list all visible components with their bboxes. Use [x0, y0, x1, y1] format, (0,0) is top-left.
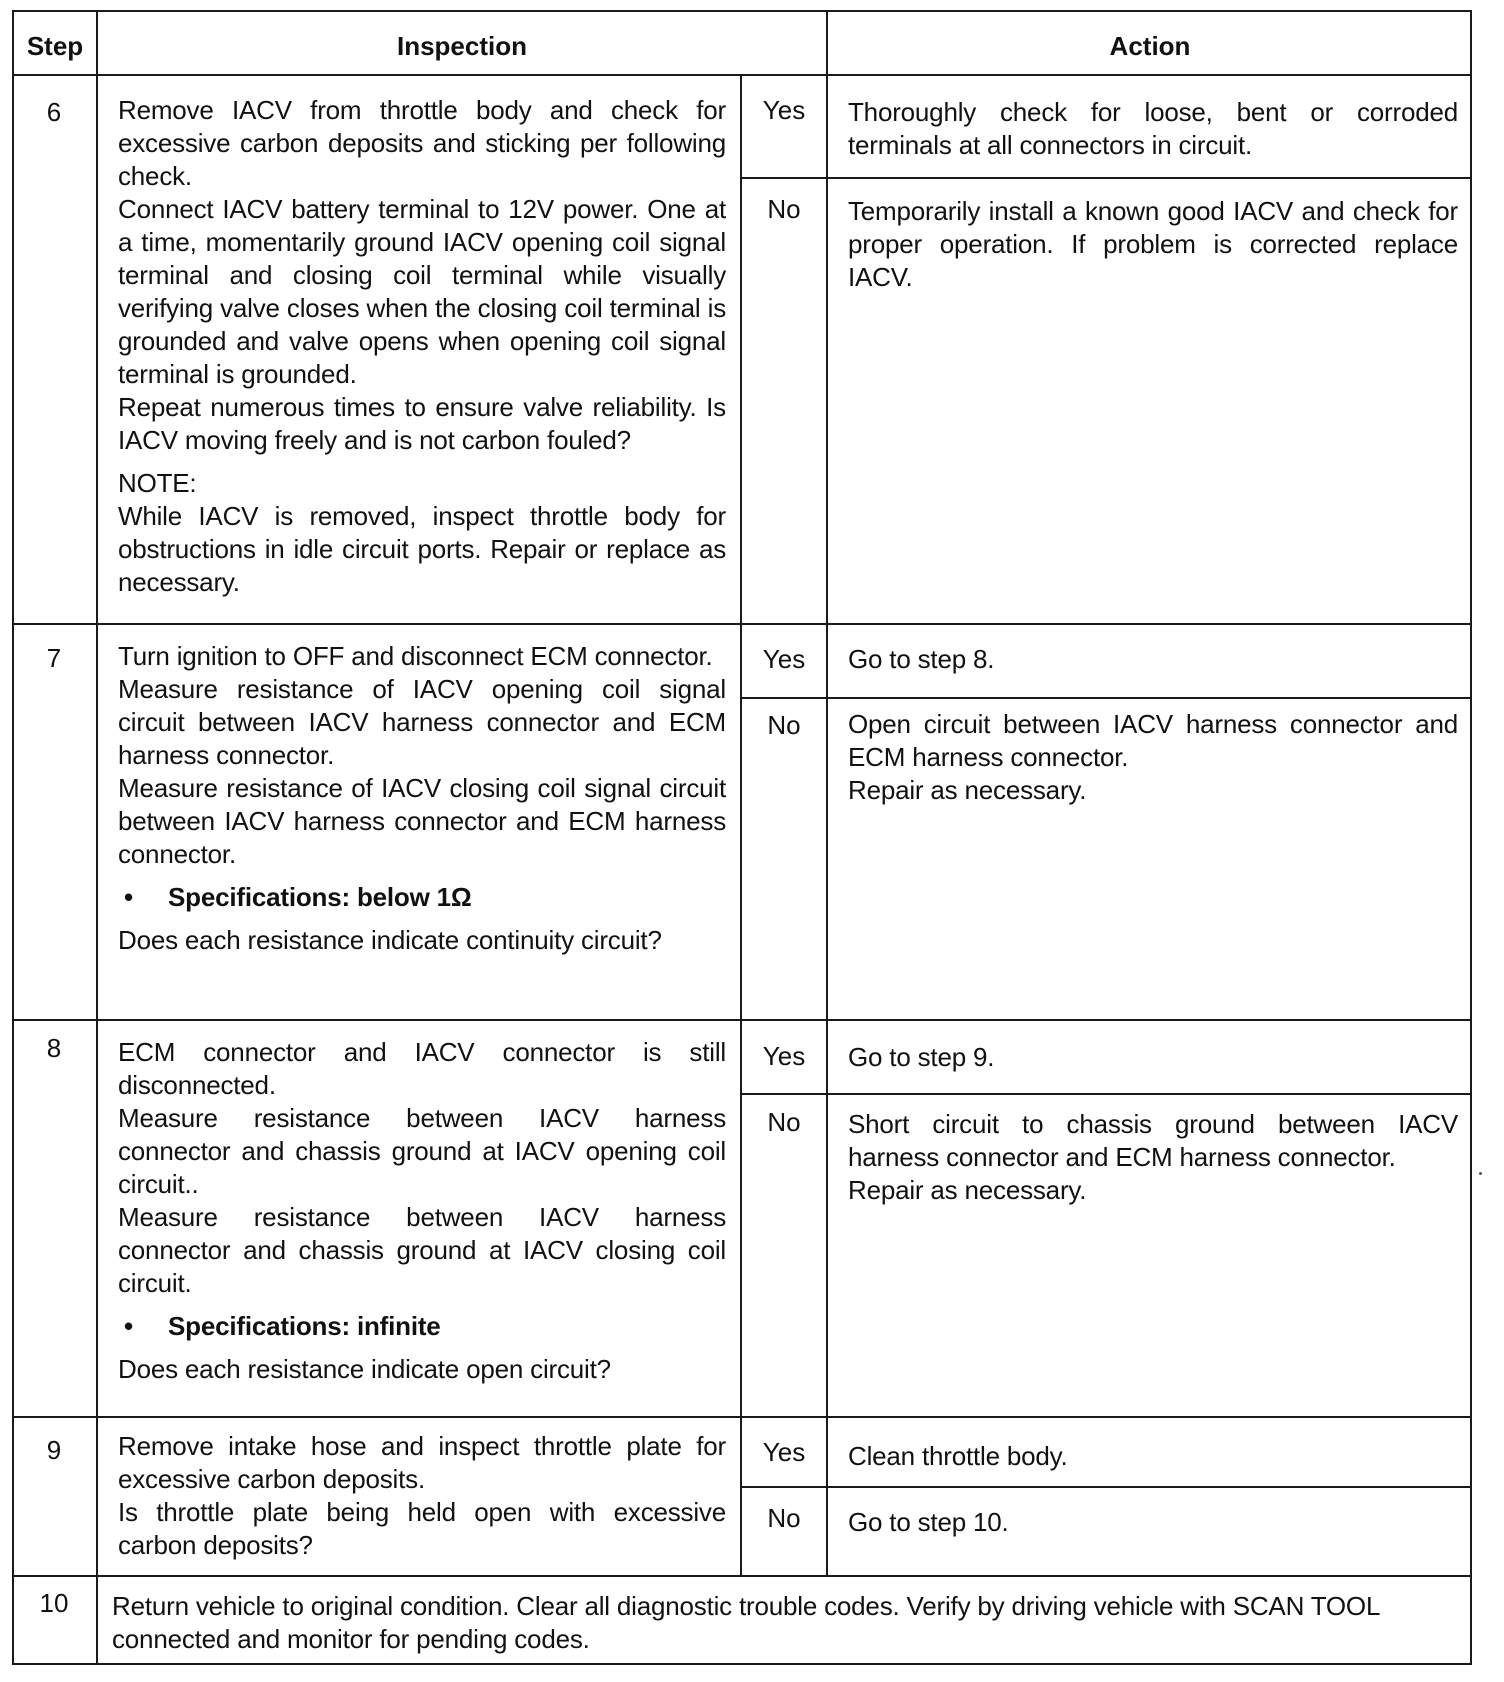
inspection-paragraph: Measure resistance between IACV harness connector and chassis ground at IACV closing coil circuit.: [118, 1202, 726, 1298]
inspection-paragraph: Remove IACV from throttle body and check for excessive carbon deposits and sticking per following check.: [118, 95, 726, 191]
action-line: Thoroughly check for loose, bent or corroded terminals at all connectors in circuit.: [848, 97, 1458, 160]
inspection-text: [118, 640, 726, 957]
no-label: No: [767, 710, 801, 740]
no-label: No: [767, 1107, 801, 1137]
row-7-bottom: [12, 1019, 1472, 1021]
step-number: 10: [39, 1588, 69, 1618]
action-line: Go to step 8.: [848, 644, 995, 674]
yes-label: Yes: [762, 1041, 806, 1071]
step-column-divider: [96, 10, 98, 1665]
action-column-divider: [826, 10, 828, 1576]
action-line: Repair as necessary.: [848, 1175, 1087, 1205]
inspection-paragraph: ECM connector and IACV connector is still disconnected.: [118, 1037, 726, 1100]
row-7-yes-no-divider: [740, 697, 1472, 699]
specification-text: Specifications: infinite: [168, 1311, 441, 1341]
inspection-text: [118, 1036, 726, 1386]
row-9-bottom: [12, 1575, 1472, 1577]
no-action: [848, 1506, 1458, 1539]
row-8-bottom: [12, 1416, 1472, 1418]
inspection-paragraph: Turn ignition to OFF and disconnect ECM connector.: [118, 641, 713, 671]
yes-label: Yes: [762, 95, 806, 125]
inspection-text: [118, 1430, 726, 1562]
no-label: No: [767, 194, 801, 224]
header-inspection: Inspection: [396, 31, 527, 61]
yes-action: [848, 1041, 1458, 1074]
yes-action: [848, 643, 1458, 676]
row-6-bottom: [12, 623, 1472, 625]
action-line: Clean throttle body.: [848, 1441, 1068, 1471]
header-divider: [12, 74, 1472, 76]
yes-label: Yes: [762, 1437, 806, 1467]
inspection-text: [118, 94, 726, 599]
inspection-paragraph: Repeat numerous times to ensure valve reliability. Is IACV moving freely and is not carbon fouled?: [118, 392, 726, 455]
inspection-paragraph: Measure resistance of IACV opening coil signal circuit between IACV harness connector and ECM harness connector.: [118, 674, 726, 770]
action-line: Open circuit between IACV harness connector and ECM harness connector.: [848, 709, 1458, 772]
inspection-paragraph: Remove intake hose and inspect throttle plate for excessive carbon deposits.: [118, 1431, 726, 1494]
final-step-text: Return vehicle to original condition. Clear all diagnostic trouble codes. Verify by driving vehicle with SCAN TOOL connected and monitor for pending codes.: [112, 1591, 1380, 1654]
step-number: 8: [46, 1033, 62, 1063]
action-line: Temporarily install a known good IACV and check for proper operation. If problem is corrected replace IACV.: [848, 196, 1458, 292]
note-label: NOTE:: [118, 468, 197, 498]
step-number: 6: [46, 97, 62, 127]
step-number: 7: [46, 643, 62, 673]
inspection-paragraph: Is throttle plate being held open with excessive carbon deposits?: [118, 1497, 726, 1560]
row-6-yes-no-divider: [740, 177, 1472, 179]
action-line: Repair as necessary.: [848, 775, 1087, 805]
specification-item: [118, 881, 726, 914]
specification-item: [118, 1310, 726, 1343]
note-text: While IACV is removed, inspect throttle body for obstructions in idle circuit ports. Repair or replace as necessary.: [118, 501, 726, 597]
inspection-paragraph: Connect IACV battery terminal to 12V power. One at a time, momentarily ground IACV opening coil signal terminal and closing coil terminal while visually verifying valve closes when the closing coil terminal is grounded and valve opens when opening coil signal terminal is grounded.: [118, 194, 726, 389]
inspection-question: Does each resistance indicate continuity circuit?: [118, 925, 662, 955]
row-9-yes-no-divider: [740, 1486, 1472, 1488]
bullet-icon: •: [124, 882, 133, 912]
action-line: Go to step 9.: [848, 1042, 995, 1072]
row-8-yes-no-divider: [740, 1093, 1472, 1095]
inspection-question: Does each resistance indicate open circuit?: [118, 1354, 611, 1384]
inspection-paragraph: Measure resistance between IACV harness connector and chassis ground at IACV opening coil circuit..: [118, 1103, 726, 1199]
no-action: [848, 708, 1458, 807]
step-number: 9: [46, 1435, 62, 1465]
action-line: Short circuit to chassis ground between IACV harness connector and ECM harness connector.: [848, 1109, 1458, 1172]
yes-label: Yes: [762, 644, 806, 674]
yes-action: [848, 96, 1458, 162]
specification-text: Specifications: below 1Ω: [168, 882, 472, 912]
no-action: [848, 195, 1458, 294]
inspection-paragraph: Measure resistance of IACV closing coil signal circuit between IACV harness connector and ECM harness connector.: [118, 773, 726, 869]
header-step: Step: [26, 31, 84, 61]
header-action: Action: [1109, 31, 1191, 61]
no-label: No: [767, 1503, 801, 1533]
scan-speck: [1479, 1172, 1482, 1175]
yesno-column-divider: [740, 75, 742, 1576]
yes-action: [848, 1440, 1458, 1473]
action-line: Go to step 10.: [848, 1507, 1009, 1537]
bullet-icon: •: [124, 1311, 133, 1341]
no-action: [848, 1108, 1458, 1207]
